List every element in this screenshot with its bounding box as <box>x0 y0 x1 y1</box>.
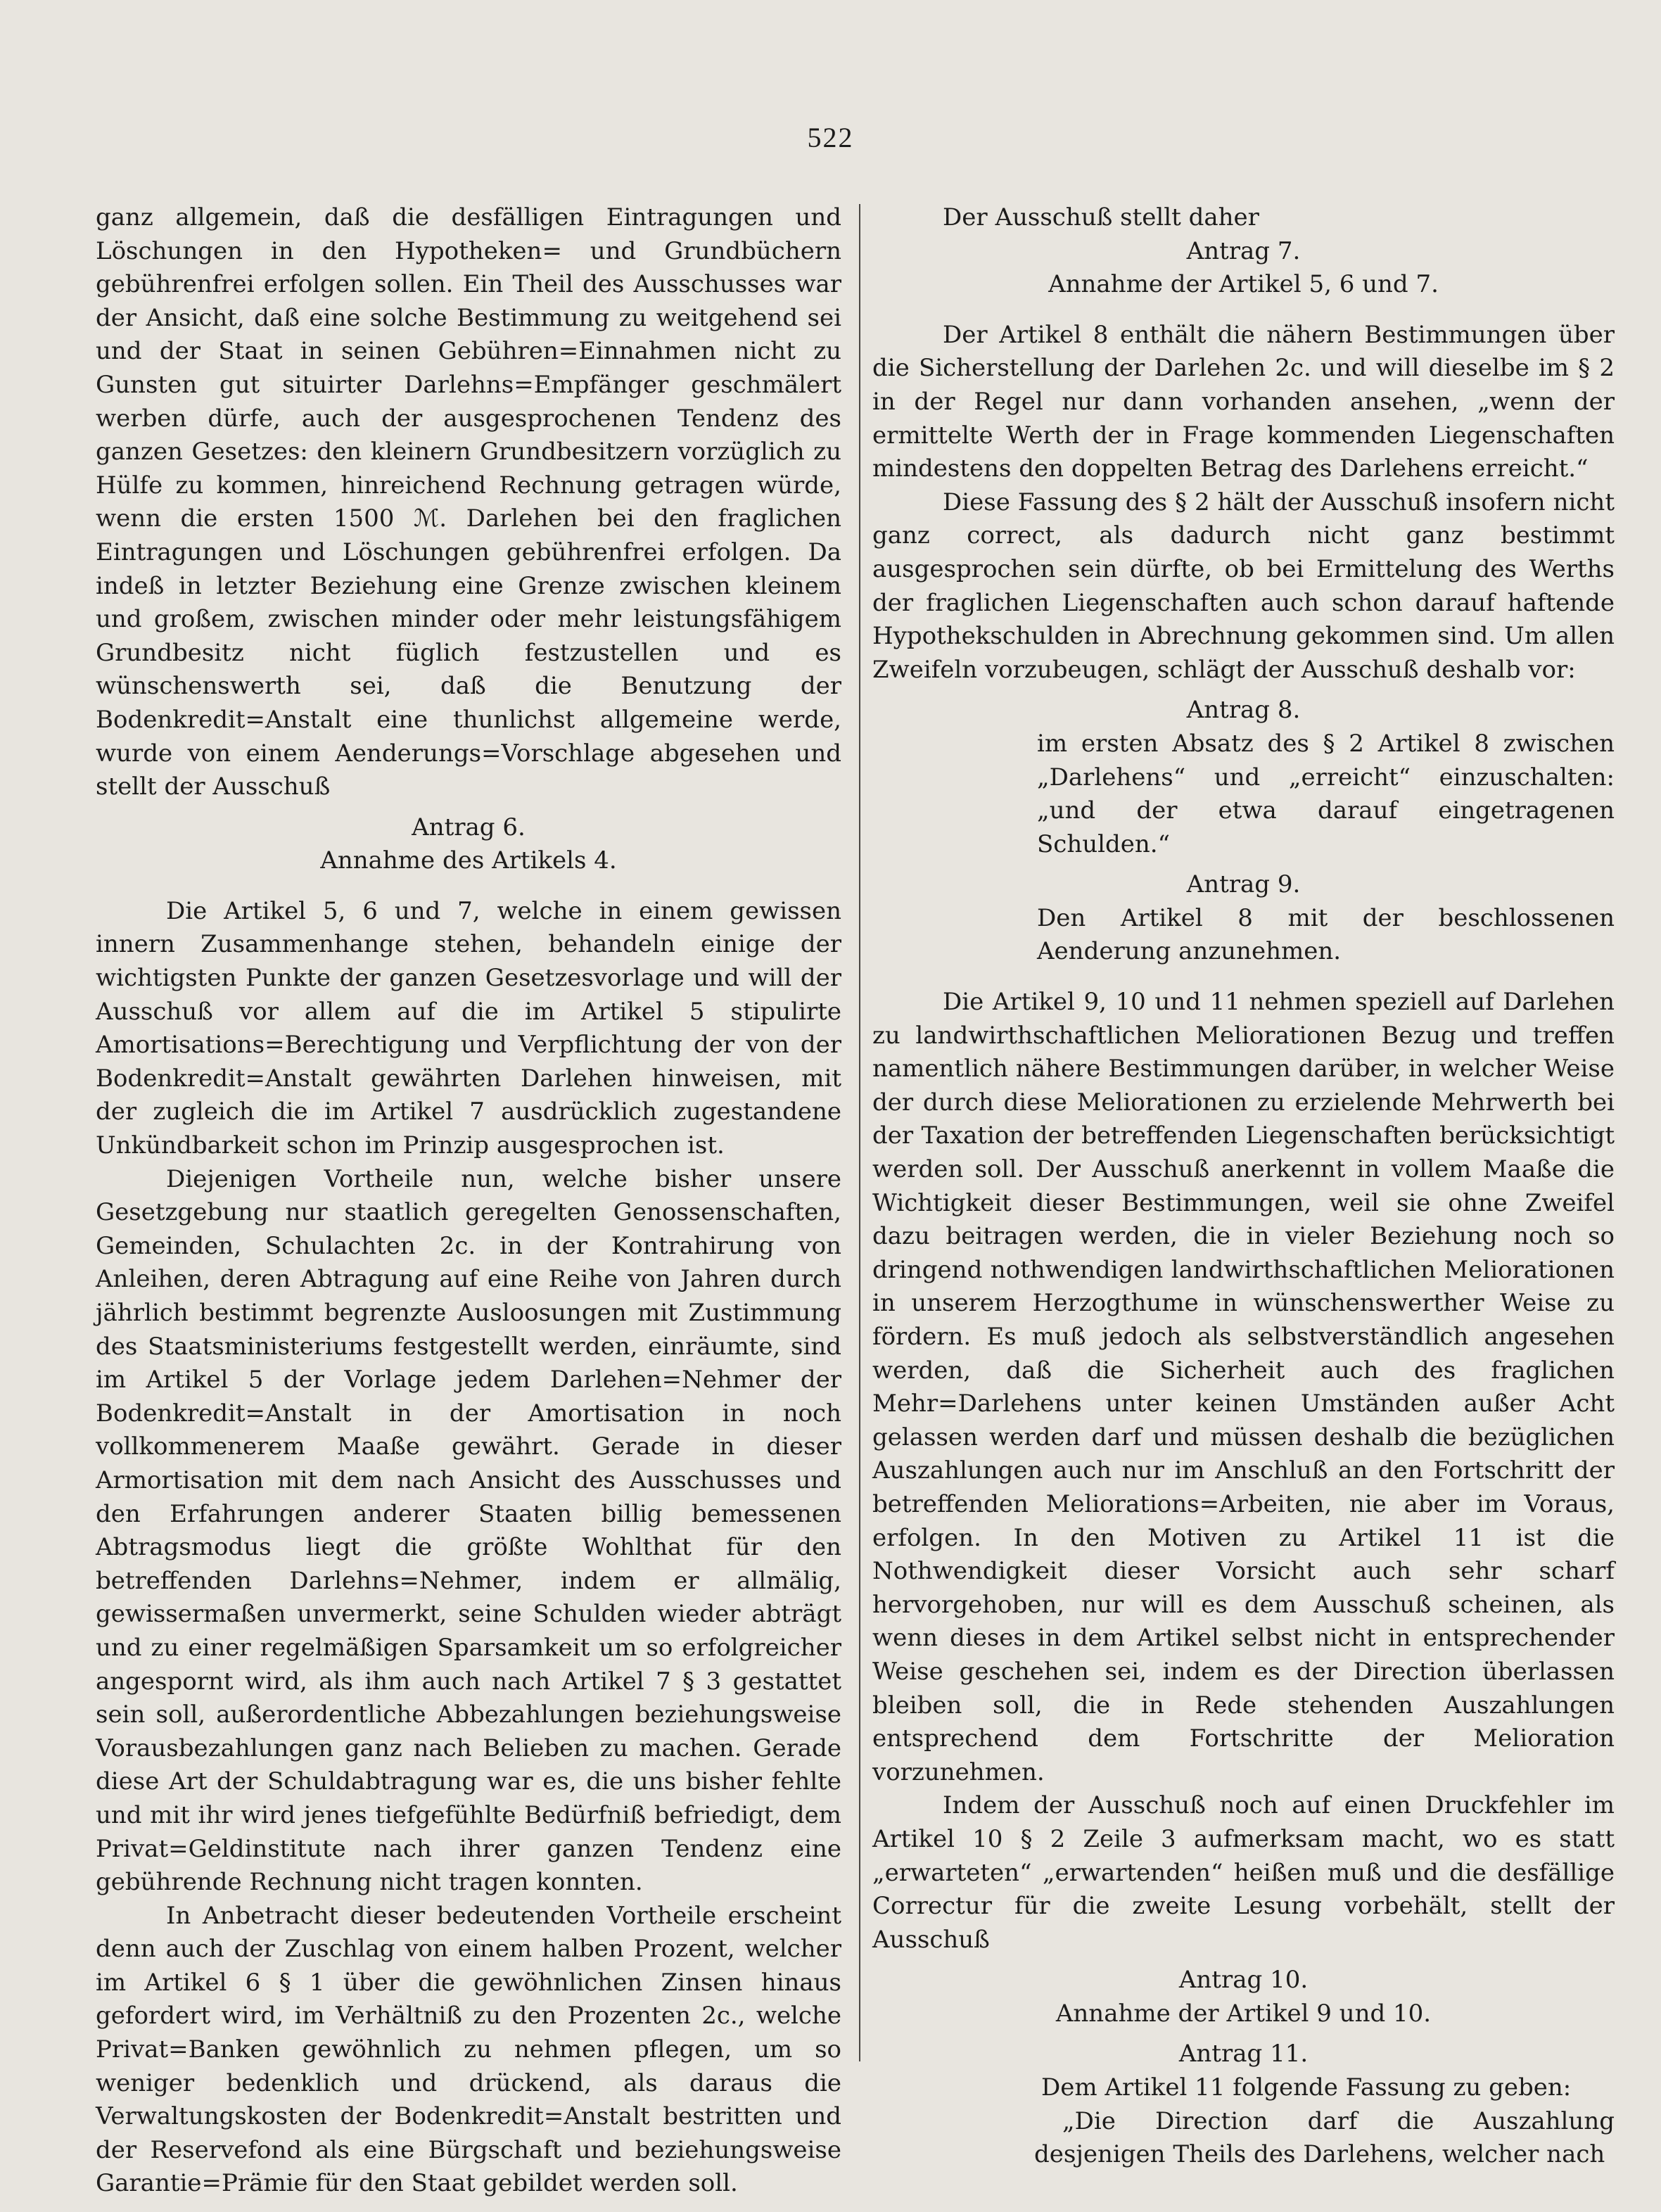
right-column <box>872 201 1615 2172</box>
motion-heading: Antrag 9. <box>1186 870 1301 899</box>
motion-text: Annahme der Artikel 5, 6 und 7. <box>1048 270 1439 299</box>
left-column <box>96 201 841 2201</box>
motion-text: im ersten Absatz des § 2 Artikel 8 zwischen „Darlehens“ und „erreicht“ einzuschalten: „und der etwa darauf eingetragenen Schulden.“ <box>1037 729 1615 858</box>
paragraph: Indem der Ausschuß noch auf einen Druckfehler im Artikel 10 § 2 Zeile 3 aufmerksam macht, wo es statt „erwarteten“ „erwartenden“ heißen muß und die desfällige Correctur für die zweite Lesung vorbehält, stellt der Ausschuß <box>872 1791 1615 1954</box>
motion-text: Den Artikel 8 mit der beschlossenen Aenderung anzunehmen. <box>1037 903 1615 966</box>
paragraph: Die Artikel 5, 6 und 7, welche in einem gewissen innern Zusammenhange stehen, behandeln einige der wichtigsten Punkte der ganzen Gesetzesvorlage und will der Ausschuß vor allem auf die im Artikel 5 stipulirte Amortisations=Berechtigung und Verpflichtung der von der Bodenkredit=Anstalt gewährten Darlehen hinweisen, mit der zugleich die im Artikel 7 ausdrücklich zugestandene Unkündbarkeit schon im Prinzip ausgesprochen ist. <box>96 896 841 1160</box>
paragraph: Diese Fassung des § 2 hält der Ausschuß insofern nicht ganz correct, als dadurch nicht ganz bestimmt ausgesprochen sein dürfte, ob bei Ermittelung des Werths der fraglichen Liegenschaften auch schon darauf haftende Hypothekschulden in Abrechnung gekommen sind. Um allen Zweifeln vorzubeugen, schlägt der Ausschuß deshalb vor: <box>872 488 1615 684</box>
motion-heading: Antrag 7. <box>1186 236 1301 265</box>
paragraph: Diejenigen Vortheile nun, welche bisher unsere Gesetzgebung nur staatlich geregelten Genossenschaften, Gemeinden, Schulachten 2c. in der Kontrahirung von Anleihen, deren Abtragung auf eine Reihe von Jahren durch jährlich bestimmt begrenzte Ausloosungen mit Zustimmung des Staatsministeriums festgestellt werden, einräumte, sind im Artikel 5 der Vorlage jedem Darlehen=Nehmer der Bodenkredit=Anstalt in der Amortisation in noch vollkommenerem Maaße gewährt. Gerade in dieser Armortisation mit dem nach Ansicht des Ausschusses und den Erfahrungen anderer Staaten billig bemessenen Abtragsmodus liegt die größte Wohlthat für den betreffenden Darlehns=Nehmer, indem er allmälig, gewissermaßen unvermerkt, seine Schulden wieder abträgt und zu einer regelmäßigen Sparsamkeit um so erfolgreicher angespornt wird, als ihm auch nach Artikel 7 § 3 gestattet sein soll, außerordentliche Abbezahlungen beziehungsweise Vorausbezahlungen ganz nach Belieben zu machen. Gerade diese Art der Schuldabtragung war es, die uns bisher fehlte und mit ihr wird jenes tiefgefühlte Bedürfniß befriedigt, dem Privat=Geldinstitute nach ihrer ganzen Tendenz eine gebührende Rechnung nicht tragen konnten. <box>96 1164 841 1897</box>
paragraph: Der Artikel 8 enthält die nähern Bestimmungen über die Sicherstellung der Darlehen 2c. und will dieselbe im § 2 in der Regel nur dann vorhanden ansehen, „wenn der ermittelte Werth der in Frage kommenden Liegenschaften mindestens den doppelten Betrag des Darlehens erreicht.“ <box>872 320 1615 483</box>
motion-quote: „Die Direction darf die Auszahlung desjenigen Theils des Darlehens, welcher nach <box>1034 2106 1615 2169</box>
motion-text: Annahme der Artikel 9 und 10. <box>1055 1999 1432 2028</box>
motion-heading: Antrag 10. <box>1178 1966 1309 1995</box>
column-divider <box>859 204 860 2061</box>
intro-line: Der Ausschuß stellt daher <box>943 203 1259 231</box>
motion-heading: Antrag 6. <box>412 813 526 841</box>
motion-heading: Antrag 8. <box>1186 696 1301 725</box>
page-number: 522 <box>807 122 854 153</box>
motion-intro: Dem Artikel 11 folgende Fassung zu geben: <box>1041 2073 1572 2102</box>
paragraph: Die Artikel 9, 10 und 11 nehmen speziell auf Darlehen zu landwirthschaftlichen Meliorationen Bezug und treffen namentlich nähere Bestimmungen darüber, in welcher Weise der durch diese Meliorationen zu erzielende Mehrwerth bei der Taxation der betreffenden Liegenschaften berücksichtigt werden soll. Der Ausschuß anerkennt in vollem Maaße die Wichtigkeit dieser Bestimmungen, weil sie ohne Zweifel dazu beitragen werden, die in vieler Beziehung noch so dringend nothwendigen landwirthschaftlichen Meliorationen in unserem Herzogthume in wünschenswerther Weise zu fördern. Es muß jedoch als selbstverständlich angesehen werden, daß die Sicherheit auch des fraglichen Mehr=Darlehens unter keinen Umständen außer Acht gelassen werden darf und müssen deshalb die bezüglichen Auszahlungen auch nur im Anschluß an den Fortschritt der betreffenden Meliorations=Arbeiten, nie aber im Voraus, erfolgen. In den Motiven zu Artikel 11 ist die Nothwendigkeit dieser Vorsicht auch sehr scharf hervorgehoben, nur will es dem Ausschuß scheinen, als wenn dieses in dem Artikel selbst nicht in entsprechender Weise geschehen sei, indem es der Direction überlassen bleiben soll, die in Rede stehenden Auszahlungen entsprechend dem Fortschritte der Melioration vorzunehmen. <box>872 988 1615 1786</box>
paragraph: In Anbetracht dieser bedeutenden Vortheile erscheint denn auch der Zuschlag von einem halben Prozent, welcher im Artikel 6 § 1 über die gewöhnlichen Zinsen hinaus gefordert wird, im Verhältniß zu den Prozenten 2c., welche Privat=Banken gewöhnlich zu nehmen pflegen, um so weniger bedenklich und drückend, als daraus die Verwaltungskosten der Bodenkredit=Anstalt bestritten und der Reservefond als eine Bürgschaft und beziehungsweise Garantie=Prämie für den Staat gebildet werden soll. <box>96 1901 841 2198</box>
paragraph: ganz allgemein, daß die desfälligen Eintragungen und Löschungen in den Hypotheken= und Grundbüchern gebührenfrei erfolgen sollen. Ein Theil des Ausschusses war der Ansicht, daß eine solche Bestimmung zu weitgehend sei und der Staat in seinen Gebühren=Einnahmen nicht zu Gunsten gut situirter Darlehns=Empfänger geschmälert werben dürfe, auch der ausgesprochenen Tendenz des ganzen Gesetzes: den kleinern Grundbesitzern vorzüglich zu Hülfe zu kommen, hinreichend Rechnung getragen würde, wenn die ersten 1500 ℳ. Darlehen bei den fraglichen Eintragungen und Löschungen gebührenfrei erfolgen. Da indeß in letzter Beziehung eine Grenze zwischen kleinem und großem, zwischen minder oder mehr leistungsfähigem Grundbesitz nicht füglich festzustellen und es wünschenswerth sei, daß die Benutzung der Bodenkredit=Anstalt eine thunlichst allgemeine werde, wurde von einem Aenderungs=Vorschlage abgesehen und stellt der Ausschuß <box>96 203 841 801</box>
motion-text: Annahme des Artikels 4. <box>320 846 617 875</box>
motion-heading: Antrag 11. <box>1178 2040 1309 2068</box>
